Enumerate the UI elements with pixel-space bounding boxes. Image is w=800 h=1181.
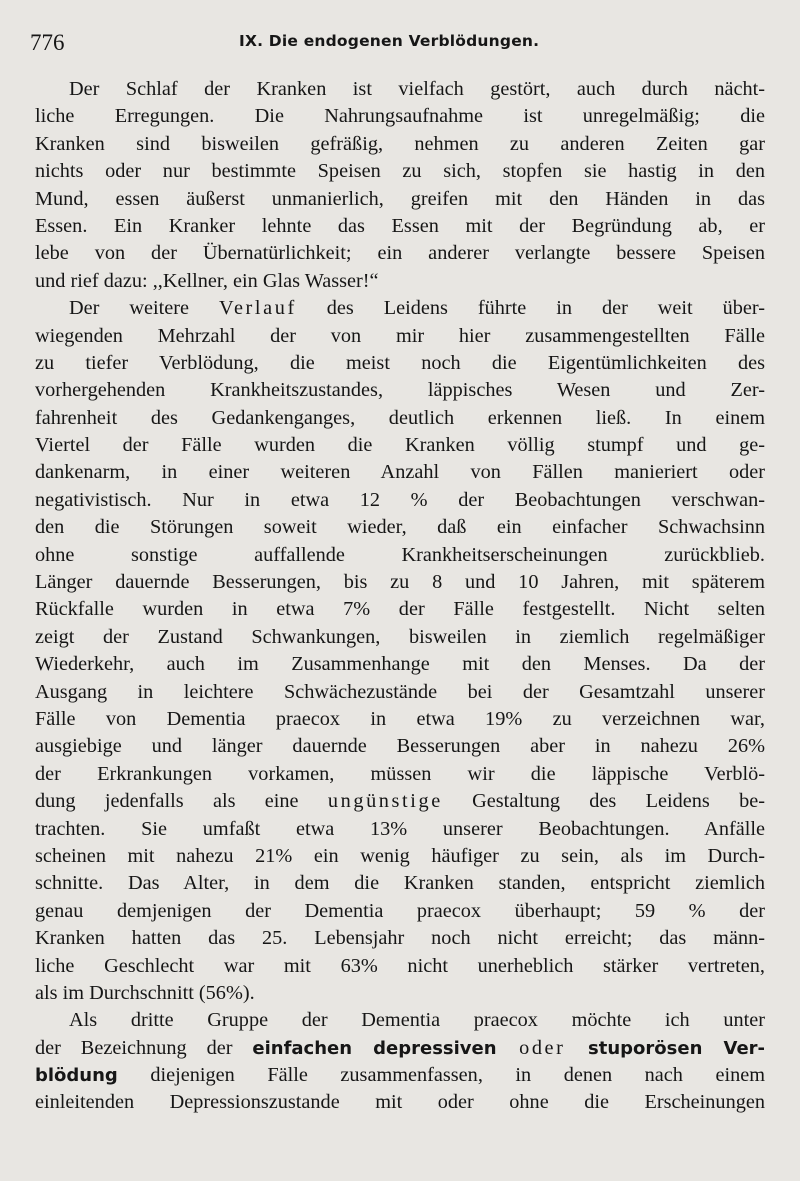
- text-line: liche Geschlecht war mit 63% nicht unerheblich stärker vertreten,: [35, 954, 765, 977]
- text-line: nichts oder nur bestimmte Speisen zu sich, stopfen sie hastig in den: [35, 160, 765, 183]
- text-line: [35, 1062, 765, 1089]
- page-number: 776: [30, 30, 65, 55]
- text-line: ohne sonstige auffallende Krankheitserscheinungen zurückblieb.: [35, 543, 765, 566]
- spaced-term: oder: [496, 1036, 589, 1059]
- text-line: Fälle von Dementia praecox in etwa 19% zu verzeichnen war,: [35, 707, 765, 730]
- body-text: [35, 76, 765, 1117]
- text-line: Länger dauernde Besserungen, bis zu 8 und 10 Jahren, mit späterem: [35, 571, 765, 594]
- text-line: vorhergehenden Krankheitszustandes, läppisches Wesen und Zer-: [35, 379, 765, 402]
- text-line: Viertel der Fälle wurden die Kranken völlig stumpf und ge-: [35, 434, 765, 457]
- text-line: Kranken sind bisweilen gefräßig, nehmen zu anderen Zeiten gar: [35, 132, 765, 155]
- text-line: Der Schlaf der Kranken ist vielfach gestört, auch durch nächt-: [69, 78, 765, 100]
- spaced-term: Verlauf: [218, 297, 297, 320]
- text-line: fahrenheit des Gedankenganges, deutlich erkennen ließ. In einem: [35, 406, 765, 429]
- text-line: trachten. Sie umfaßt etwa 13% unserer Beobachtungen. Anfälle: [35, 817, 765, 840]
- text-line: und rief dazu: ,,Kellner, ein Glas Wasser!“: [35, 269, 379, 292]
- text-line: zeigt der Zustand Schwankungen, bisweilen in ziemlich regelmäßiger: [35, 625, 765, 648]
- text-line: schnitte. Das Alter, in dem die Kranken standen, entspricht ziemlich: [35, 872, 765, 895]
- text-line: [35, 295, 765, 322]
- text-run: Der weitere: [69, 297, 219, 320]
- text-line: Mund, essen äußerst unmanierlich, greifen mit den Händen in das: [35, 187, 765, 210]
- text-line: liche Erregungen. Die Nahrungsaufnahme ist unregelmäßig; die: [35, 105, 765, 128]
- text-run: diejenigen Fälle zusammenfassen, in denen nach einem: [117, 1064, 765, 1087]
- text-line: genau demjenigen der Dementia praecox überhaupt; 59 % der: [35, 899, 765, 922]
- text-line: Wiederkehr, auch im Zusammenhange mit den Menses. Da der: [35, 653, 765, 676]
- bold-term: blödung: [35, 1065, 118, 1087]
- text-run: des Leidens führte in der weit über-: [296, 297, 765, 320]
- bold-term: einfachen depressiven: [252, 1037, 497, 1059]
- text-line: ausgiebige und länger dauernde Besserungen aber in nahezu 26%: [35, 735, 765, 758]
- bold-term: Ver-: [702, 1037, 766, 1059]
- text-line: als im Durchschnitt (56%).: [35, 981, 255, 1004]
- text-line: einleitenden Depressionszustande mit oder ohne die Erscheinungen: [35, 1091, 765, 1114]
- text-line: scheinen mit nahezu 21% ein wenig häufiger zu sein, als im Durch-: [35, 844, 765, 867]
- text-line: zu tiefer Verblödung, die meist noch die Eigentümlichkeiten des: [35, 351, 765, 374]
- text-line: Als dritte Gruppe der Dementia praecox möchte ich unter: [69, 1009, 765, 1032]
- text-run: der Bezeichnung der: [35, 1036, 253, 1059]
- text-line: Ausgang in leichtere Schwächezustände bei der Gesamtzahl unserer: [35, 680, 765, 703]
- text-line: lebe von der Übernatürlichkeit; ein anderer verlangte bessere Speisen: [35, 242, 765, 265]
- spaced-term: ungünstige: [327, 790, 443, 813]
- text-line: [35, 1035, 765, 1062]
- running-head: IX. Die endogenen Verblödungen.: [239, 32, 540, 50]
- text-line: Essen. Ein Kranker lehnte das Essen mit der Begründung ab, er: [35, 214, 765, 237]
- text-run: dung jedenfalls als eine: [35, 790, 328, 813]
- text-line: negativistisch. Nur in etwa 12 % der Beobachtungen verschwan-: [35, 488, 765, 511]
- text-run: Gestaltung des Leidens be-: [442, 790, 765, 813]
- text-line: wiegenden Mehrzahl der von mir hier zusammengestellten Fälle: [35, 324, 765, 347]
- text-line: dankenarm, in einer weiteren Anzahl von Fällen manieriert oder: [35, 461, 765, 484]
- text-line: der Erkrankungen vorkamen, müssen wir die läppische Verblö-: [35, 762, 765, 785]
- bold-term: stuporösen: [588, 1037, 703, 1059]
- text-line: [35, 788, 765, 815]
- text-line: den die Störungen soweit wieder, daß ein einfacher Schwachsinn: [35, 516, 765, 539]
- text-line: Rückfalle wurden in etwa 7% der Fälle festgestellt. Nicht selten: [35, 598, 765, 621]
- page-header: [30, 28, 755, 62]
- text-line: Kranken hatten das 25. Lebensjahr noch nicht erreicht; das männ-: [35, 927, 765, 950]
